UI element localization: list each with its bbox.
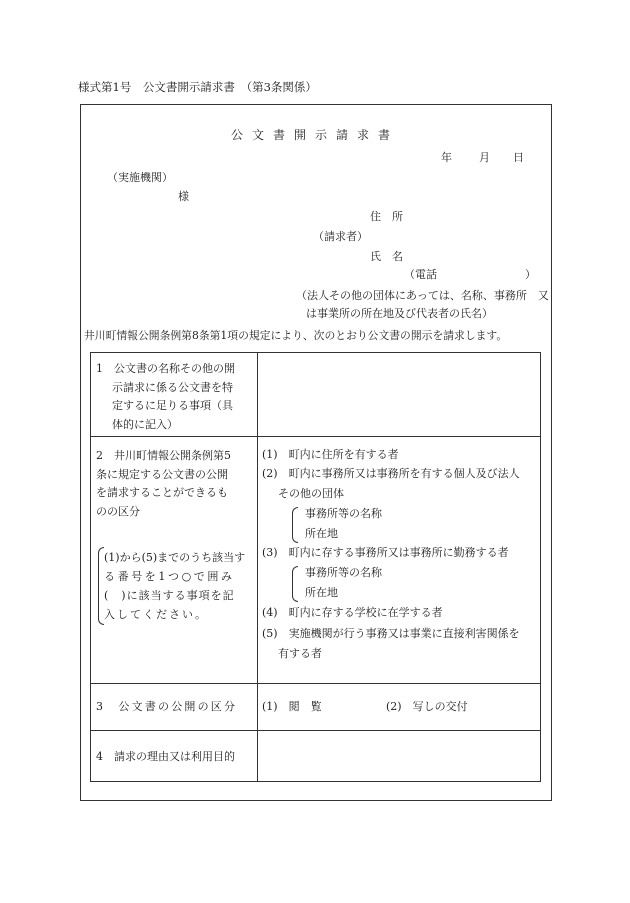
- option-3-bracket: [292, 566, 298, 602]
- option-3-office-label: 事務所等の名称: [305, 566, 382, 579]
- row-divider-2: [91, 683, 540, 684]
- row3-label: 3 公文書の公開の区分: [96, 700, 238, 713]
- corp-note-line1: （法人その他の団体にあっては、名称、事務所 又: [296, 289, 549, 302]
- option-5-continued: 有する者: [278, 647, 322, 660]
- row-divider-1: [91, 436, 540, 437]
- honorific-label: 様: [178, 190, 189, 203]
- option-2[interactable]: (2) 町内に事務所又は事務所を有する個人及び法人: [262, 467, 520, 480]
- option-2-location-label: 所在地: [305, 527, 338, 540]
- row2-label: 2 井川町情報公開条例第5 条に規定する公文書の公開 を請求することができるも のの区分: [96, 449, 231, 518]
- row1-label: 1 公文書の名称その他の開 示請求に係る公文書を特 定するに足りる事項（具 体的に記入）: [96, 362, 235, 431]
- disclosure-option-view[interactable]: (1) 閲 覧: [262, 700, 322, 713]
- option-3[interactable]: (3) 町内に存する事務所又は事務所に勤務する者: [262, 546, 509, 559]
- date-month-label: 月: [479, 151, 490, 164]
- row1-input-area[interactable]: [258, 354, 539, 434]
- purpose-input-area[interactable]: [258, 731, 539, 780]
- option-2-bracket: [292, 507, 298, 543]
- disclosure-option-copy[interactable]: (2) 写しの交付: [386, 700, 468, 713]
- name-label: 氏 名: [370, 250, 403, 263]
- option-3-location-label: 所在地: [305, 586, 338, 599]
- intro-text: 井川町情報公開条例第8条第1項の規定により、次のとおり公文書の開示を請求します。: [84, 329, 508, 342]
- row4-label: 4 請求の理由又は利用目的: [96, 750, 235, 763]
- form-header: 様式第1号 公文書開示請求書 （第3条関係）: [78, 80, 317, 94]
- option-1[interactable]: (1) 町内に住所を有する者: [262, 448, 399, 461]
- phone-label: （電話 ）: [404, 268, 536, 281]
- option-5[interactable]: (5) 実施機関が行う事務又は事業に直接利害関係を: [262, 627, 520, 640]
- option-2-continued: その他の団体: [278, 487, 344, 500]
- date-day-label: 日: [513, 151, 524, 164]
- date-year-label: 年: [441, 151, 452, 164]
- corp-note-line2: は事業所の所在地及び代表者の氏名）: [306, 307, 493, 320]
- option-4[interactable]: (4) 町内に存する学校に在学する者: [262, 606, 443, 619]
- row2-instruction: (1)から(5)までのうち該当す る番号を1つ○で囲み ( )に該当する事項を記 入してください。: [104, 551, 246, 621]
- address-label: 住 所: [370, 210, 403, 223]
- option-2-office-label: 事務所等の名称: [305, 507, 382, 520]
- page-title: 公文書開示請求書: [230, 128, 399, 142]
- agency-label: （実施機関）: [107, 171, 173, 184]
- requester-label: （請求者）: [313, 230, 368, 243]
